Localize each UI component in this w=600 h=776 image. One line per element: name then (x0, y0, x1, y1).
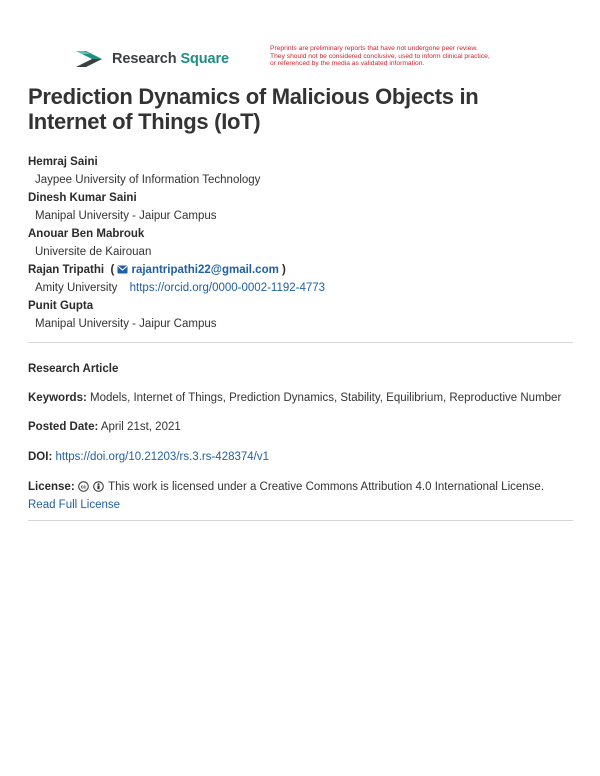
orcid-link[interactable]: https://orcid.org/0000-0002-1192-4773 (129, 282, 326, 294)
logo-word-research: Research (112, 51, 177, 67)
creative-commons-icon (78, 481, 89, 492)
read-full-license-link[interactable]: Read Full License (28, 499, 121, 511)
author-affiliation: Amity University (35, 282, 118, 294)
posted-date-value: April 21st, 2021 (100, 421, 181, 433)
doi-link[interactable]: https://doi.org/10.21203/rs.3.rs-428374/v1 (55, 451, 270, 463)
notice-line: or referenced by the media as validated information. (270, 60, 425, 68)
logo-wordmark (112, 51, 229, 67)
author-affiliation: Manipal University - Jaipur Campus (35, 210, 217, 222)
title-line: Prediction Dynamics of Malicious Objects in (28, 84, 479, 109)
keywords-value: Models, Internet of Things, Prediction Dynamics, Stability, Equilibrium, Reproductive Number (90, 392, 562, 404)
license-block (28, 479, 578, 513)
notice-line: Preprints are preliminary reports that have not undergone peer review. (270, 45, 478, 52)
author-email-link[interactable]: rajantripathi22@gmail.com (131, 264, 279, 276)
license-row (28, 479, 578, 495)
research-square-logo[interactable] (74, 48, 229, 70)
posted-date-row (28, 419, 578, 435)
author-list (28, 153, 568, 333)
author-affiliation: Jaypee University of Information Technology (35, 174, 261, 186)
svg-text:cc: cc (80, 484, 87, 491)
author-name: Rajan Tripathi (28, 264, 105, 276)
license-text: This work is licensed under a Creative Commons Attribution 4.0 International License. (108, 481, 545, 493)
keywords-row (28, 390, 578, 406)
author-affiliation: Universite de Kairouan (35, 246, 152, 258)
corresponding-author-line (28, 261, 568, 279)
author-entry (28, 225, 568, 261)
license-link-row (28, 497, 578, 513)
research-square-logo-icon (74, 48, 104, 70)
preprint-notice (270, 45, 570, 68)
divider (28, 520, 573, 521)
divider (28, 342, 573, 343)
title-line: Internet of Things (IoT) (28, 109, 261, 134)
author-name: Anouar Ben Mabrouk (28, 228, 145, 240)
author-affiliation-row (28, 279, 568, 297)
email-wrapper: ( rajantripathi22@gmail.com ) (107, 264, 286, 276)
logo-word-square: Square (180, 51, 229, 67)
envelope-icon (117, 265, 128, 274)
author-entry (28, 153, 568, 189)
attribution-icon (93, 481, 104, 492)
author-name: Hemraj Saini (28, 156, 98, 168)
keywords-label: Keywords: (28, 392, 87, 404)
article-type (28, 361, 578, 377)
author-name: Dinesh Kumar Saini (28, 192, 137, 204)
license-label: License: (28, 481, 75, 493)
article-type-label: Research Article (28, 363, 119, 375)
paper-title (28, 84, 568, 134)
author-entry (28, 261, 568, 297)
author-entry (28, 189, 568, 225)
doi-label: DOI: (28, 451, 53, 463)
author-entry (28, 297, 568, 333)
posted-date-label: Posted Date: (28, 421, 99, 433)
author-affiliation: Manipal University - Jaipur Campus (35, 318, 217, 330)
notice-line: They should not be considered conclusive, used to inform clinical practice, (270, 52, 490, 60)
doi-row (28, 449, 578, 465)
header (74, 46, 574, 76)
author-name: Punit Gupta (28, 300, 94, 312)
